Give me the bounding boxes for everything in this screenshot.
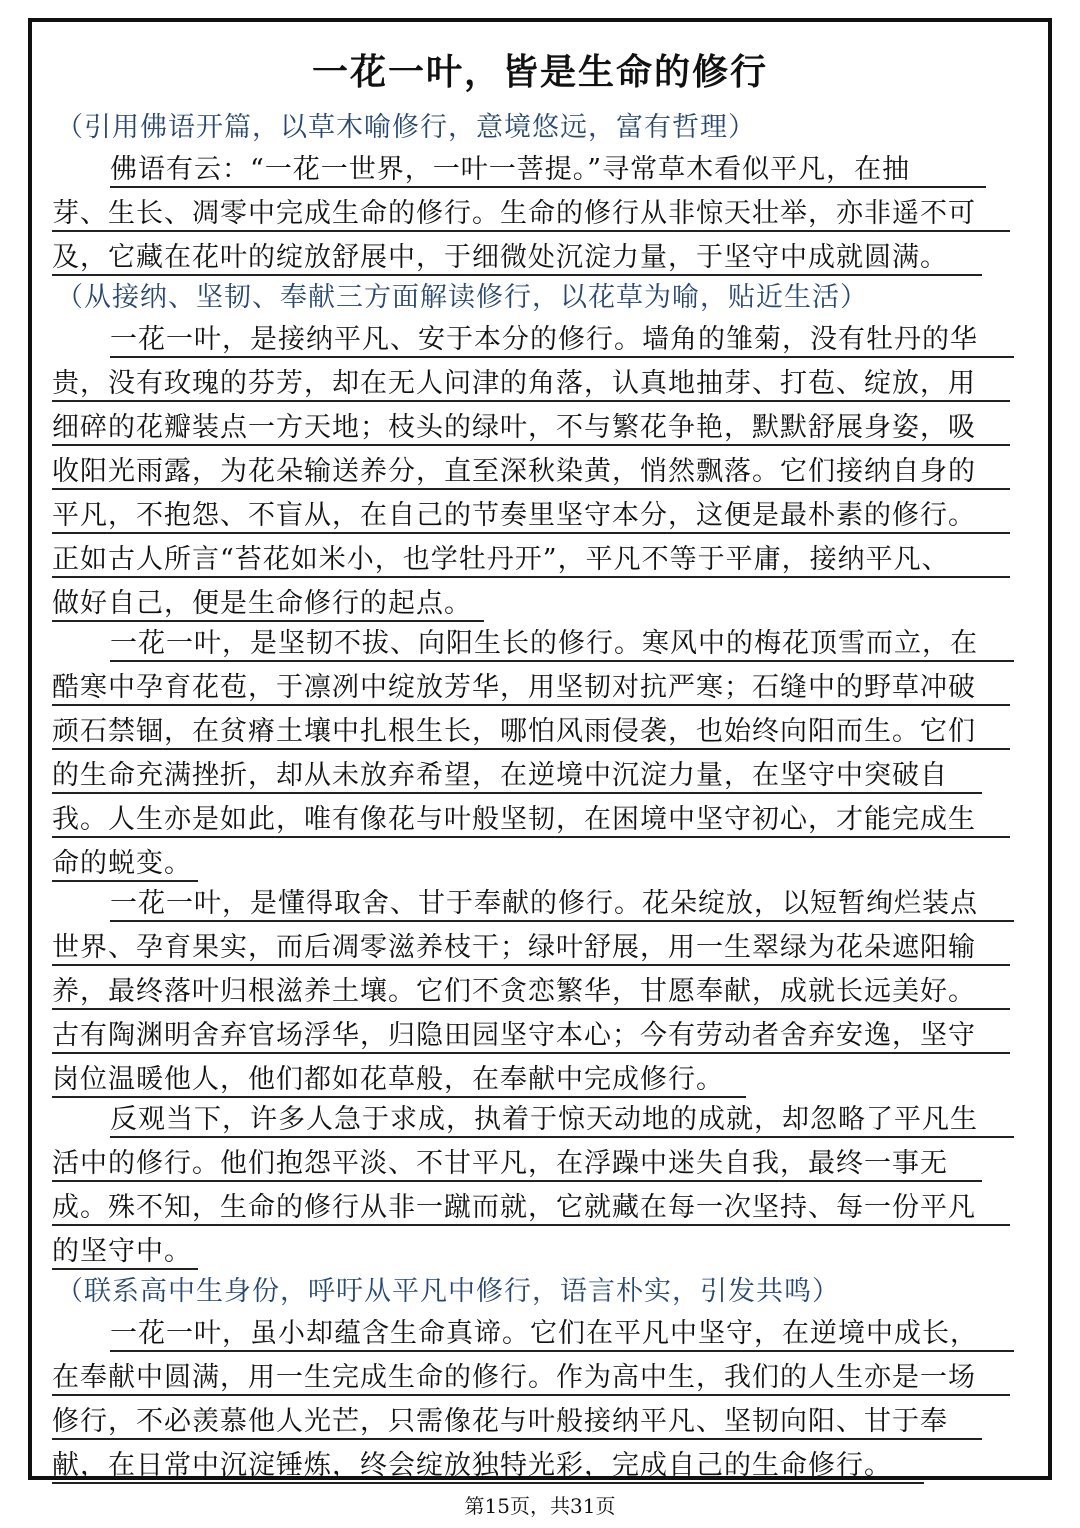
text-line: 一花一叶，是接纳平凡、安于本分的修行。墙角的雏菊，没有牡丹的华 bbox=[110, 320, 1014, 360]
text-line: 我。人生亦是如此，唯有像花与叶般坚韧，在困境中坚守初心，才能完成生 bbox=[52, 800, 1010, 840]
text-line: 养，最终落叶归根滋养土壤。它们不贪恋繁华，甘愿奉献，成就长远美好。 bbox=[52, 972, 1010, 1012]
text-line: 收阳光雨露，为花朵输送养分，直至深秋染黄，悄然飘落。它们接纳自身的 bbox=[52, 452, 1010, 492]
essay-title: 一花一叶，皆是生命的修行 bbox=[311, 51, 768, 93]
text-line: 一花一叶，是懂得取舍、甘于奉献的修行。花朵绽放，以短暂绚烂装点 bbox=[110, 884, 1014, 924]
text-line: 一花一叶，虽小却蕴含生命真谛。它们在平凡中坚守，在逆境中成长， bbox=[110, 1314, 1014, 1354]
text-line: 活中的修行。他们抱怨平淡、不甘平凡，在浮躁中迷失自我，最终一事无 bbox=[52, 1144, 982, 1184]
page-number: 第15页，共31页 bbox=[464, 1494, 616, 1518]
text-line: 及，它藏在花叶的绽放舒展中，于细微处沉淀力量，于坚守中成就圆满。 bbox=[52, 238, 982, 278]
text-line: 献，在日常中沉淀锤炼，终会绽放独特光彩，完成自己的生命修行。 bbox=[52, 1446, 924, 1486]
text-line: 平凡，不抱怨、不盲从，在自己的节奏里坚守本分，这便是最朴素的修行。 bbox=[52, 496, 1010, 536]
annotation-note: （从接纳、坚韧、奉献三方面解读修行，以花草为喻，贴近生活） bbox=[56, 282, 868, 313]
text-line: 细碎的花瓣装点一方天地；枝头的绿叶，不与繁花争艳，默默舒展身姿，吸 bbox=[52, 408, 1010, 448]
text-line: 古有陶渊明舍弃官场浮华，归隐田园坚守本心；今有劳动者舍弃安逸，坚守 bbox=[52, 1016, 1010, 1056]
text-line: 世界、孕育果实，而后凋零滋养枝干；绿叶舒展，用一生翠绿为花朵遮阳输 bbox=[52, 928, 1010, 968]
text-line: 反观当下，许多人急于求成，执着于惊天动地的成就，却忽略了平凡生 bbox=[110, 1100, 1014, 1140]
text-line: 一花一叶，是坚韧不拔、向阳生长的修行。寒风中的梅花顶雪而立，在 bbox=[110, 624, 1014, 664]
annotation-note: （引用佛语开篇，以草木喻修行，意境悠远，富有哲理） bbox=[56, 112, 756, 143]
text-line: 做好自己，便是生命修行的起点。 bbox=[52, 584, 484, 624]
text-line: 修行，不必羡慕他人光芒，只需像花与叶般接纳平凡、坚韧向阳、甘于奉 bbox=[52, 1402, 982, 1442]
text-line: 成。殊不知，生命的修行从非一蹴而就，它就藏在每一次坚持、每一份平凡 bbox=[52, 1188, 1010, 1228]
text-line: 正如古人所言“苔花如米小，也学牡丹开”，平凡不等于平庸，接纳平凡、 bbox=[52, 540, 1010, 580]
text-line: 命的蜕变。 bbox=[52, 844, 198, 884]
text-line: 顽石禁锢，在贫瘠土壤中扎根生长，哪怕风雨侵袭，也始终向阳而生。它们 bbox=[52, 712, 1010, 752]
annotation-note: （联系高中生身份，呼吁从平凡中修行，语言朴实，引发共鸣） bbox=[56, 1276, 840, 1307]
text-line: 贵，没有玫瑰的芬芳，却在无人问津的角落，认真地抽芽、打苞、绽放，用 bbox=[52, 364, 1010, 404]
text-line: 酷寒中孕育花苞，于凛冽中绽放芳华，用坚韧对抗严寒；石缝中的野草冲破 bbox=[52, 668, 1010, 708]
text-line: 的生命充满挫折，却从未放弃希望，在逆境中沉淀力量，在坚守中突破自 bbox=[52, 756, 982, 796]
text-line: 佛语有云：“一花一世界，一叶一菩提。”寻常草木看似平凡，在抽 bbox=[110, 150, 986, 190]
text-line: 的坚守中。 bbox=[52, 1232, 198, 1272]
text-line: 芽、生长、凋零中完成生命的修行。生命的修行从非惊天壮举，亦非遥不可 bbox=[52, 194, 1010, 234]
text-line: 岗位温暖他人，他们都如花草般，在奉献中完成修行。 bbox=[52, 1060, 746, 1100]
text-line: 在奉献中圆满，用一生完成生命的修行。作为高中生，我们的人生亦是一场 bbox=[52, 1358, 1010, 1398]
